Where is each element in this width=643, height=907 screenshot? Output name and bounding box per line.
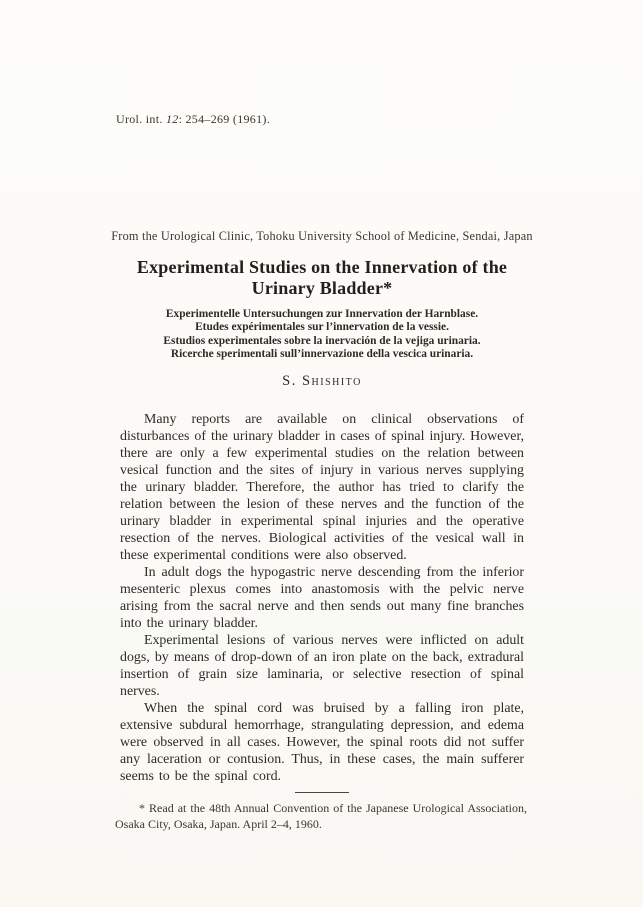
- subtitle-french: Etudes expérimentales sur l’innervation de la vessie.: [195, 321, 449, 334]
- footnote-divider: [295, 792, 349, 793]
- article-content: [111, 229, 533, 832]
- subtitle-german: Experimentelle Untersuchungen zur Innervation der Harnblase.: [165, 308, 479, 320]
- paragraph-1: Many reports are available on clinical observations of disturbances of the urinary bladder in cases of spinal injury. However, there are only a few experimental studies on the relation between vesical function and the sites of injury in various nerves supplying the urinary bladder. Therefore, the author has tried to clarify the relation between the lesion of these nerves and the function of the urinary bladder in experimental spinal injuries and the operative resection of the nerves. Biological activities of the vesical wall in these experimental conditions were also observed.: [120, 412, 524, 564]
- subtitle-spanish: Estudios experimentales sobre la inervación de la vejiga urinaria.: [163, 334, 481, 347]
- subtitle-italian: Ricerche sperimentali sull’innervazione della vescica urinaria.: [170, 347, 474, 360]
- article-body: [120, 411, 524, 785]
- paper-title: Experimental Studies on the Innervation of the Urinary Bladder*: [136, 257, 508, 298]
- affiliation-line: From the Urological Clinic, Tohoku University School of Medicine, Sendai, Japan: [111, 229, 533, 243]
- paragraph-4: When the spinal cord was bruised by a falling iron plate, extensive subdural hemorrhage, strangulating depression, and edema were observed in all cases. However, the spinal roots did not suffer any laceration or contusion. Thus, in these cases, the main sufferer seems to be the spinal cord.: [120, 701, 524, 785]
- journal-name: Urol. int.: [116, 112, 166, 126]
- footnote: * Read at the 48th Annual Convention of the Japanese Urological Association, Osaka City, Osaka, Japan. April 2–4, 1960.: [115, 801, 527, 831]
- translated-titles: [120, 308, 524, 361]
- journal-reference: [116, 112, 524, 126]
- paragraph-3: Experimental lesions of various nerves were inflicted on adult dogs, by means of drop-down of an iron plate on the back, extradural insertion of grain size laminaria, or selective resection of spinal nerves.: [120, 633, 524, 700]
- journal-pages-year: : 254–269 (1961).: [178, 112, 271, 126]
- journal-volume: 12: [165, 112, 179, 126]
- author-name: S. Shishito: [282, 373, 362, 390]
- paragraph-2: In adult dogs the hypogastric nerve descending from the inferior mesenteric plexus comes into anastomosis with the pelvic nerve arising from the sacral nerve and then sends out many fine branches into the urinary bladder.: [120, 565, 524, 632]
